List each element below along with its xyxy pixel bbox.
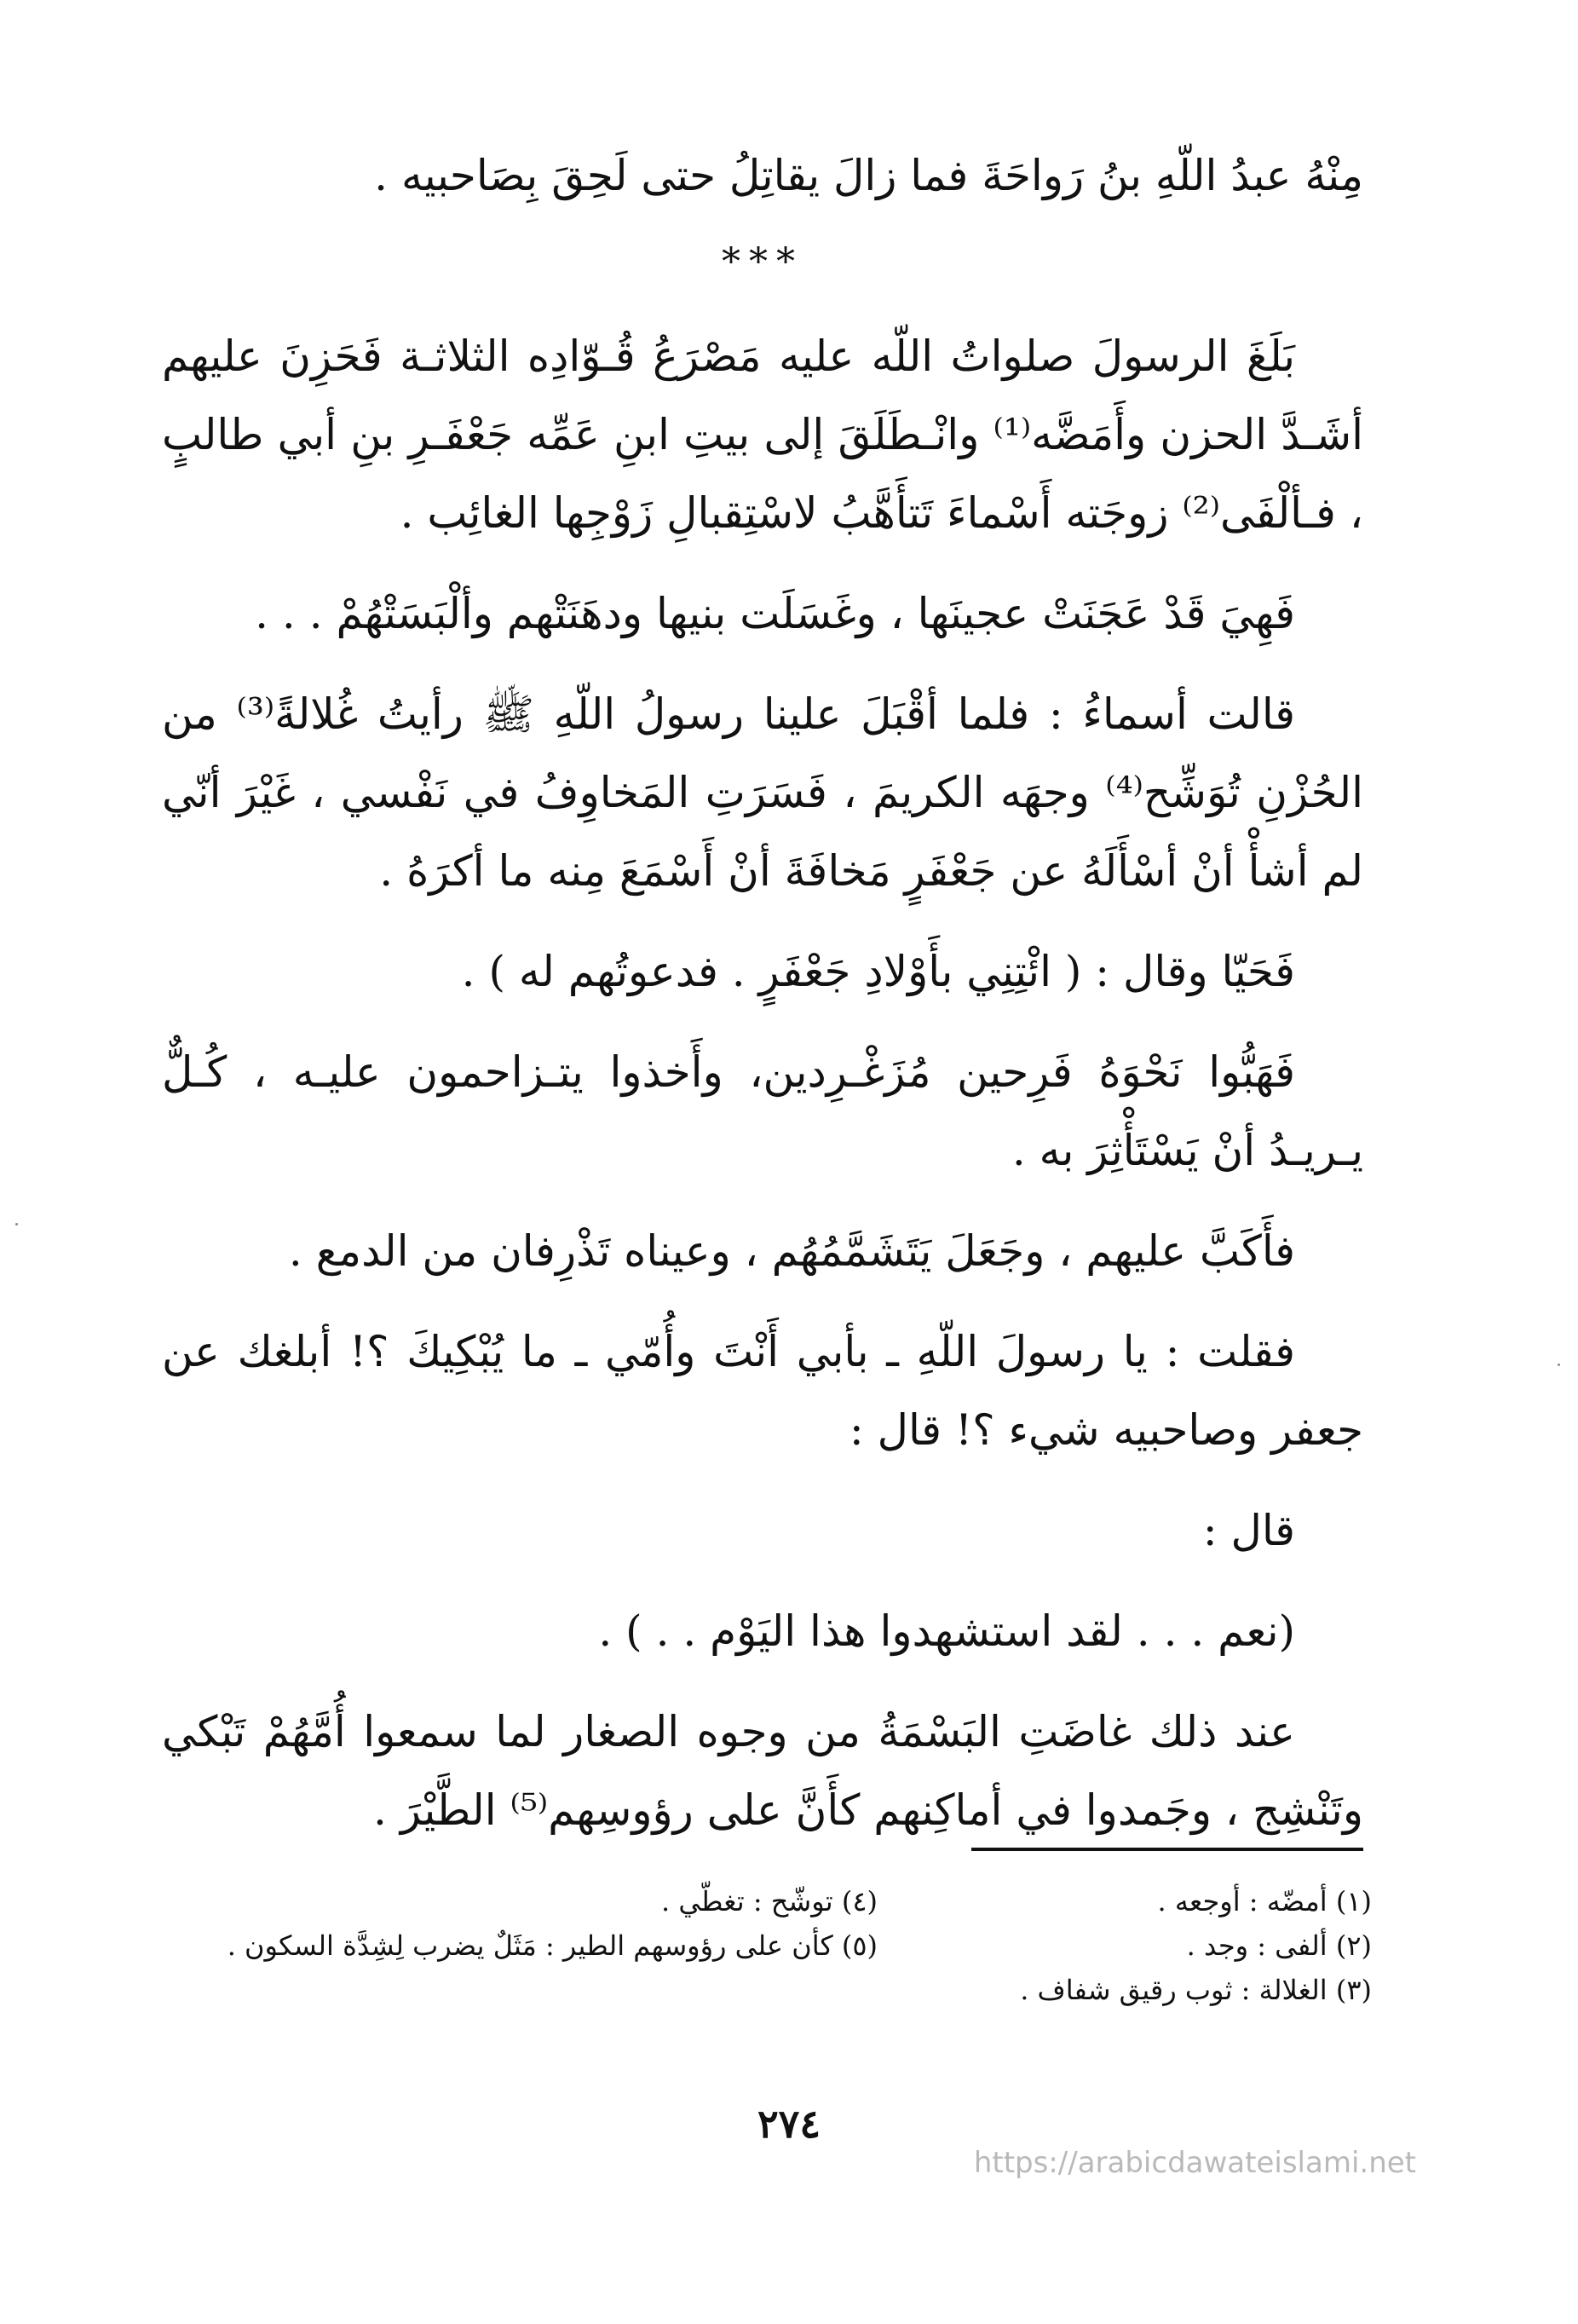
- paragraph-1: مِنْهُ عبدُ اللّهِ بنُ رَواحَةَ فما زالَ يقاتِلُ حتى لَحِقَ بِصَاحبيه .: [374, 151, 1363, 200]
- paragraph-5: فَحَيّا وقال : ( ائْتِنِي بأَوْلادِ جَعْفَرٍ . فدعوتُهم له ) .: [461, 947, 1295, 996]
- scan-speck: [1558, 1364, 1560, 1366]
- paragraph-8: فقلت : يا رسولَ اللّهِ ـ بأبي أَنْتَ وأُمّي ـ ما يُبْكِيكَ ؟! أبلغك عن جعفر وصاحبيه شيء ؟! قال :: [162, 1327, 1363, 1455]
- footnote-3: (٣) الغلالة : ثوب رقيق شفاف .: [1020, 1974, 1372, 2006]
- footnote-5: (٥) كأن على رؤوسهم الطير : مَثَلٌ يضرب لِشِدَّة السكون .: [227, 1929, 878, 1962]
- paragraph-6: فَهَبُّوا نَحْوَهُ فَرِحين مُزَغْـرِدين، وأَخذوا يتـزاحمون عليـه ، كُـلٌّ يـريـدُ أنْ يَسْتَأْثِرَ به .: [162, 1047, 1363, 1175]
- paragraph-7: فأَكَبَّ عليهم ، وجَعَلَ يَتَشَمَّمُهُم ، وعيناه تَذْرِفان من الدمع .: [288, 1226, 1295, 1276]
- page-number: ٢٧٤: [757, 2101, 821, 2147]
- paragraph-3: فَهِيَ قَدْ عَجَنَتْ عجينَها ، وغَسَلَت بنيها ودهَنَتْهم وألْبَسَتْهُمْ . . .: [255, 589, 1295, 638]
- paragraph-2: بَلَغَ الرسولَ صلواتُ اللّه عليه مَصْرَعُ قُـوّادِه الثلاثـة فَحَزِنَ عليهم أشَـدَّ الحزن وأَمَضَّه⁽¹⁾ وانْـطَلَقَ إلى بيتِ ابنِ عَمِّه جَعْفَـرِ بنِ أبي طالبٍ ، فـألْفَى⁽²⁾ زوجَته أَسْماءَ تَتأَهَّبُ لاسْتِقبالِ زَوْجِها الغائِب .: [162, 332, 1363, 538]
- paragraph-11: عند ذلك غاضَتِ البَسْمَةُ من وجوه الصغار لما سمعوا أُمَّهُمْ تَبْكي وتَنْشِج ، وجَمدوا في أماكِنهم كأَنَّ على رؤوسِهم⁽⁵⁾ الطَّيْرَ .: [162, 1707, 1363, 1835]
- body-text: [162, 136, 1363, 1871]
- paragraph-4: قالت أسماءُ : فلما أقْبَلَ علينا رسولُ اللّهِ ﷺ رأيتُ غُلالةً⁽³⁾ من الحُزْنِ تُوَشِّح⁽⁴⁾ وجهَه الكريمَ ، فَسَرَتِ المَخاوِفُ في نَفْسي ، غَيْرَ أنّي لم أشأْ أنْ أسْأَلَهُ عن جَعْفَرٍ مَخافَةَ أنْ أَسْمَعَ مِنه ما أكرَهُ .: [162, 689, 1363, 896]
- footnote-1: (١) أمضّه : أوجعه .: [1157, 1885, 1372, 1917]
- paragraph-10: (نعم . . . لقد استشهدوا هذا اليَوْم . . ) .: [598, 1606, 1295, 1656]
- footnote-2: (٢) ألفى : وجد .: [1186, 1929, 1372, 1962]
- section-divider-stars: ***: [722, 240, 803, 284]
- footnote-separator: [971, 1848, 1363, 1851]
- watermark-url: https://arabicdawateislami.net: [973, 2146, 1416, 2180]
- paragraph-9: قال :: [1202, 1506, 1295, 1555]
- scan-speck: [15, 1223, 18, 1225]
- footnote-4: (٤) توشّح : تغطّي .: [661, 1885, 878, 1917]
- footnotes-right-column: [895, 1879, 1372, 2012]
- footnotes-left-column: [162, 1879, 878, 1968]
